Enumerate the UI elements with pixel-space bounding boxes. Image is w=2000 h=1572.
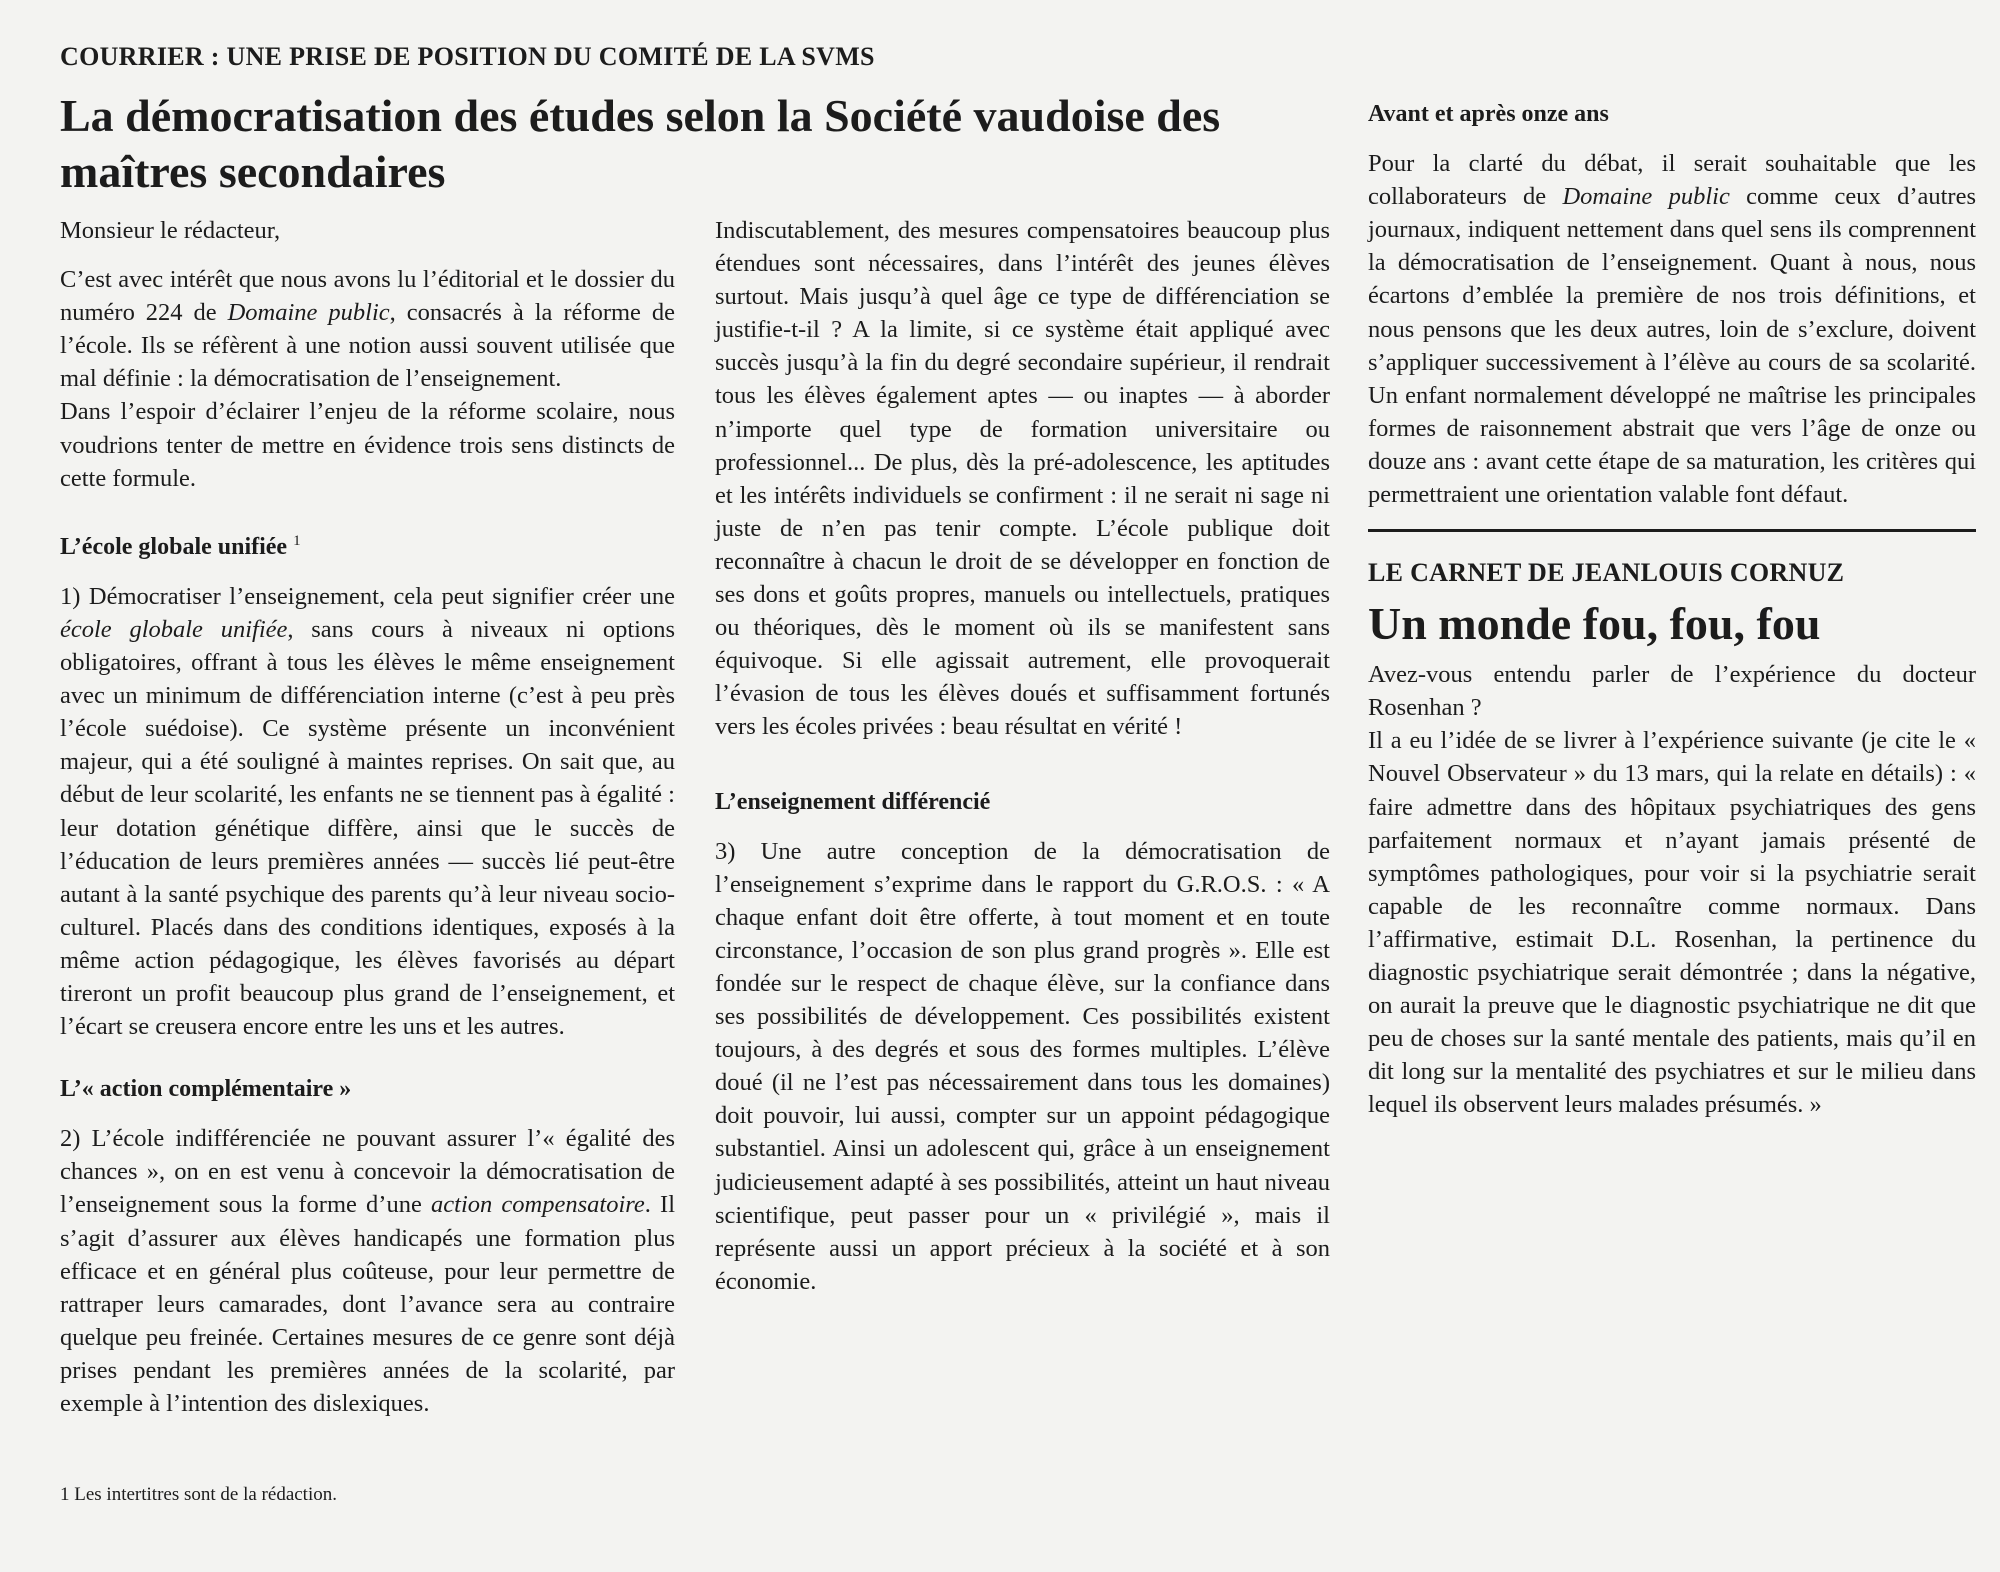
- column-2: [715, 214, 1330, 1298]
- section-2-paragraph-2: Indiscutablement, des mesures compensatoires beaucoup plus étendues sont nécessaires, dans l’intérêt des jeunes élèves surtout. Mais jusqu’à quel âge ce type de différenciation se justifie-t-il ? A la limite, si ce système était appliqué avec succès jusqu’à la fin du degré secondaire supérieur, il rendrait tous les élèves également aptes — ou inaptes — à aborder n’importe quel type de formation universitaire ou professionnel... De plus, dès la pré-adolescence, les aptitudes et les intérêts individuels se confirment : il ne serait ni sage ni juste de n’en pas tenir compte. L’école publique doit reconnaître à chacun le droit de se développer en fonction de ses dons et goûts propres, manuels ou intellectuels, pratiques ou théoriques, dès le moment où ils se manifestent sans équivoque. Si elle agissait autrement, elle provoquerait l’évasion de tous les élèves doués et suffisamment fortunés vers les écoles privées : beau résultat en vérité !: [715, 217, 1330, 741]
- article-headline: La démocratisation des études selon la Société vaudoise des maîtres secondaires: [60, 90, 1221, 197]
- column-1: [60, 214, 675, 1420]
- section-3-paragraph: 3) Une autre conception de la démocratisation de l’enseignement s’exprime dans le rapport du G.R.O.S. : « A chaque enfant doit être offerte, à tout moment et en toute circonstance, l’occasion de son plus grand progrès ». Elle est fondée sur le respect de chaque élève, sur la confiance dans ses possibilités de développement. Ces possibilités existent toujours, à des degrés et sous des formes multiples. L’élève doué (il ne l’est pas nécessairement dans tous les domaines) doit pouvoir, lui aussi, compter sur un appoint pédagogique substantiel. Ainsi un adolescent qui, grâce à un enseignement judicieusement adapté à ses possibilités, atteint un haut niveau scientifique, peut passer pour un « privilégié », mais il représente aussi un apport précieux à la société et à son économie.: [715, 837, 1330, 1295]
- intro-paragraph-2: Dans l’espoir d’éclairer l’enjeu de la réforme scolaire, nous voudrions tenter de mettre en évidence trois sens distincts de cette formule.: [60, 398, 675, 492]
- section-4-text-c: comme ceux d’autres journaux, indiquent nettement dans quel sens ils comprennent la démocratisation de l’enseignement. Quant à nous, nous écartons d’emblée la première de nos trois définitions, et nous pensons que les deux autres, loin de s’exclure, doivent s’appliquer successivement à l’élève au cours de sa scolarité. Un enfant normalement développé ne maîtrise les principales formes de raisonnement abstrait que vers l’âge de onze ou douze ans : avant cette étape de sa maturation, les critères qui permettraient une orientation valable font défaut.: [1368, 183, 1976, 509]
- intro-text-c: , consacrés à la réforme de l’école. Ils se réfèrent à une notion aussi souvent utilisée que mal définie : la démocratisation de l’enseignement.: [60, 299, 676, 393]
- section-4-heading: Avant et après onze ans: [1368, 101, 1609, 127]
- section-2-text-a: 2) L’école indifférenciée ne pouvant assurer l’« égalité des chances », on en est venu à concevoir la démocratisation de l’enseignement sous la forme d’une: [60, 1125, 675, 1219]
- section-1-title: L’école globale unifiée: [60, 533, 288, 560]
- section-1-heading: [60, 525, 675, 564]
- footnote-marker: 1: [293, 532, 301, 549]
- section-2-text-c: . Il s’agit d’assurer aux élèves handicapés une formation plus efficace et en général plus coûteuse, pour leur permettre de rattraper leurs camarades, dont l’avance sera au contraire quelque peu freinée. Certaines mesures de ce genre sont déjà prises pendant les premières années de la scolarité, par exemple à l’intention des dislexiques.: [60, 1191, 676, 1417]
- article-kicker: COURRIER : UNE PRISE DE POSITION DU COMITÉ DE LA SVMS: [60, 42, 875, 71]
- section-2-paragraph: [60, 1122, 675, 1420]
- carnet-paragraph-2: Il a eu l’idée de se livrer à l’expérience suivante (je cite le « Nouvel Observateur » du 13 mars, qui la relate en détails) : « faire admettre dans des hôpitaux psychiatriques des gens parfaitement normaux et n’ayant jamais présenté de symptômes pathologiques, pour voir si la psychiatrie serait capable de les reconnaître comme normaux. Dans l’affirmative, estimait D.L. Rosenhan, la pertinence du diagnostic psychiatrique serait démontrée ; dans la négative, on aurait la preuve que le diagnostic psychiatrique ne dit que peu de choses sur la santé mentale des patients, mais qu’il en dit long sur la mentalité des psychiatres et sur le milieu dans lequel ils observent leurs malades présumés. »: [1368, 727, 1976, 1119]
- carnet-kicker: LE CARNET DE JEANLOUIS CORNUZ: [1368, 558, 1845, 588]
- section-1-paragraph: [60, 580, 675, 1043]
- section-1-text-c: , sans cours à niveaux ni options obligatoires, offrant à tous les élèves le même enseignement avec un minimum de différenciation interne (c’est à peu près l’école suédoise). Ce système présente un inconvénient majeur, qui a été souligné à maintes reprises. On sait que, au début de leur scolarité, les enfants ne se tiennent pas à égalité : leur dotation génétique diffère, ainsi que le succès de l’éducation de leurs premières années — succès lié peut-être autant à la santé psychique des parents qu’à leur niveau socio-culturel. Placés dans des conditions identiques, exposés à la même action pédagogique, les élèves favorisés au départ tireront un profit beaucoup plus grand de l’enseignement, et l’écart se creusera encore entre les uns et les autres.: [60, 615, 675, 1041]
- section-4-emphasis: Domaine public: [1562, 183, 1730, 211]
- section-4-paragraph: [1368, 147, 1976, 511]
- section-2-heading: L’« action complémentaire »: [60, 1076, 352, 1103]
- intro-text-a: C’est avec intérêt que nous avons lu l’éditorial et le dossier du numéro 224 de: [60, 266, 675, 327]
- footnote: 1 Les intertitres sont de la rédaction.: [60, 1484, 337, 1505]
- section-4-text-a: Pour la clarté du débat, il serait souhaitable que les collaborateurs de: [1368, 150, 1976, 211]
- publication-name: Domaine public: [227, 299, 390, 327]
- section-1-text-a: 1) Démocratiser l’enseignement, cela peut signifier créer une: [60, 582, 675, 610]
- column-3: [1368, 42, 1976, 1121]
- section-3-heading: L’enseignement différencié: [715, 788, 991, 815]
- carnet-paragraph-1: Avez-vous entendu parler de l’expérience du docteur Rosenhan ?: [1368, 661, 1976, 722]
- section-divider: [1368, 529, 1976, 532]
- section-1-emphasis: école globale unifiée: [60, 615, 288, 643]
- salutation: Monsieur le rédacteur,: [60, 217, 281, 244]
- carnet-headline: Un monde fou, fou, fou: [1368, 598, 1821, 650]
- section-2-emphasis: action compensatoire: [431, 1191, 645, 1219]
- intro-paragraph-1: [60, 263, 675, 395]
